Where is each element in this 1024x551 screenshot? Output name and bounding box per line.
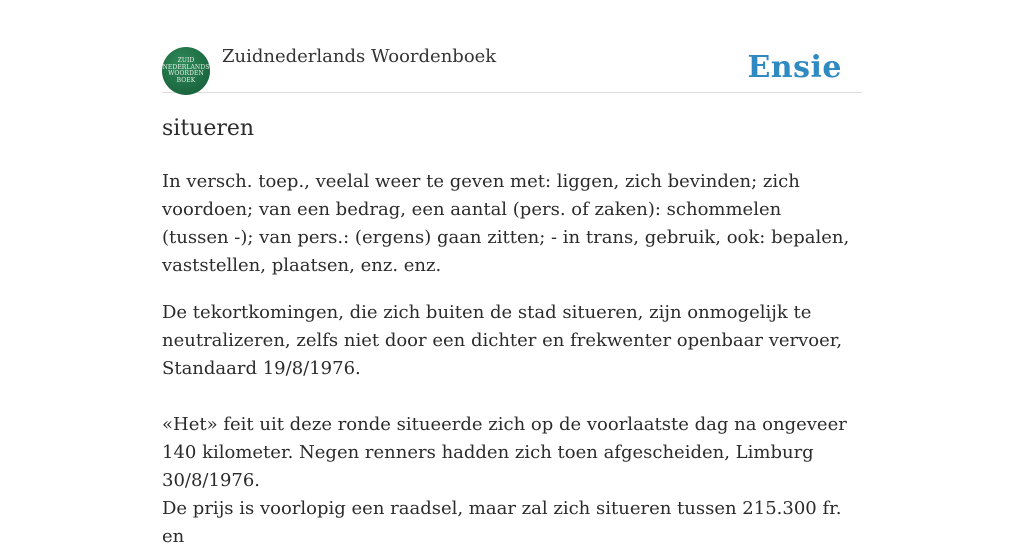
logo-line: ZUID [177, 57, 195, 64]
entry-headword: situeren [162, 116, 255, 141]
site-header [162, 44, 862, 93]
page [162, 0, 862, 547]
dictionary-title-link[interactable]: Zuidnederlands Woordenboek [222, 46, 497, 67]
ensie-brand-link[interactable]: Ensie [747, 50, 842, 85]
entry-example: «Het» feit uit deze ronde situeerde zich op de voorlaatste dag na ongeveer 140 kilometer. Negen renners hadden zich toen afgescheiden, Limburg 30/8/1976. [162, 414, 847, 491]
dictionary-logo-icon[interactable] [162, 47, 210, 95]
entry-example: De prijs is voorlopig een raadsel, maar zal zich situeren tussen 215.300 fr. en [162, 498, 842, 547]
logo-line: WOORDEN [168, 70, 204, 77]
entry-example: De tekortkomingen, die zich buiten de stad situeren, zijn onmogelijk te neutralizeren, zelfs niet door een dichter en frekwenter openbaar vervoer, Standaard 19/8/1976. [162, 302, 843, 379]
entry-definition: In versch. toep., veelal weer te geven met: liggen, zich bevinden; zich voordoen; van een bedrag, een aantal (pers. of zaken): schommelen (tussen -); van pers.: (ergens) gaan zitten; - in trans, gebruik, ook: bepalen, vaststellen, plaatsen, enz. enz. [162, 171, 850, 276]
logo-line: BOEK [176, 76, 196, 84]
logo-line: NEDERLANDS [162, 63, 210, 71]
